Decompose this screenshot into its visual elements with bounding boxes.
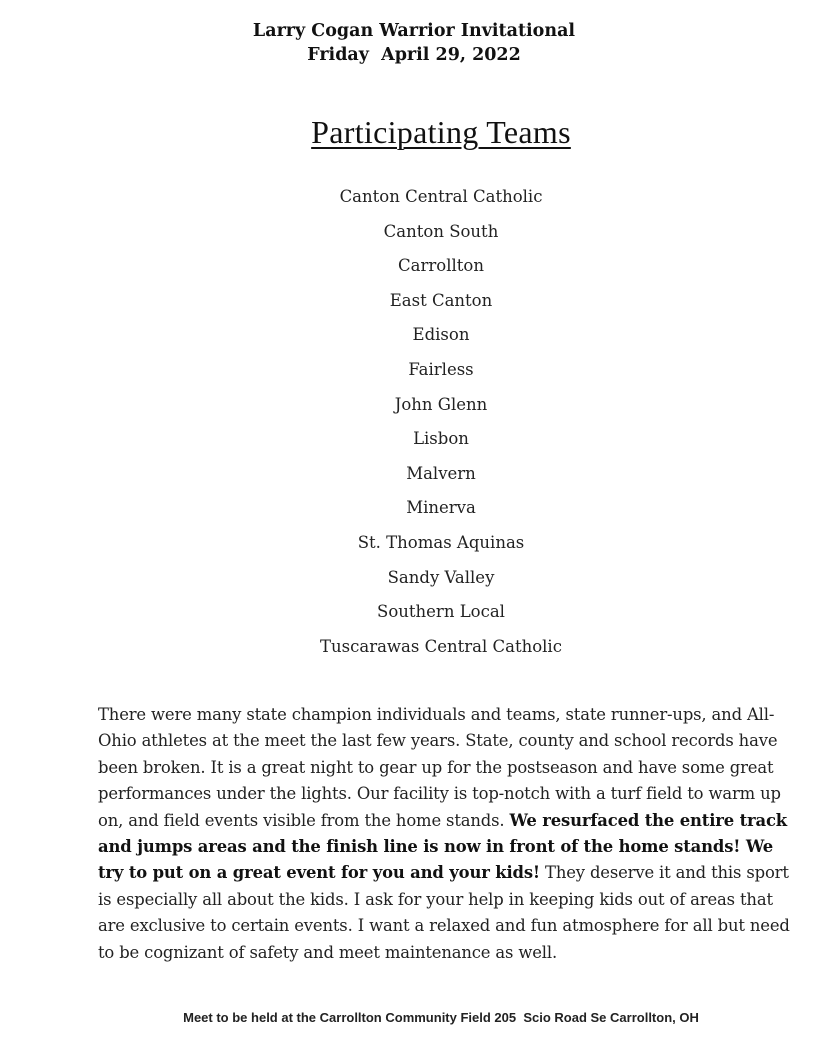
team-list-item: Minerva [406,498,476,518]
description-emphasis: We resurfaced the entire track and jumps areas and the finish line is now in front of the home stands! We try to put on a great event for you and your kids! [98,810,788,883]
team-list [0,185,828,669]
team-list-item: Lisbon [413,429,469,449]
section-title: Participating Teams [311,114,571,150]
team-list-item: Carrollton [398,256,484,276]
team-list-item: Canton Central Catholic [339,187,543,206]
team-list-item: Malvern [406,463,476,483]
event-header [0,19,828,67]
team-list-item: Tuscarawas Central Catholic [320,636,562,656]
description-closing: They deserve it and this sport is especially all about the kids. I ask for your help in keeping kids out of areas that are exclusive to certain events. I want a relaxed and fun atmosphere for all but need to be cognizant of safety and meet maintenance as well. [98,863,790,962]
event-title: Larry Cogan Warrior Invitational [252,21,576,41]
team-list-item: Edison [412,325,470,345]
team-list-item: East Canton [389,290,493,310]
team-list-item: Fairless [408,359,474,379]
description-paragraph [98,702,790,966]
event-date: Friday April 29, 2022 [307,45,521,65]
team-list-item: John Glenn [394,394,488,414]
description-intro: There were many state champion individuals and teams, state runner-ups, and All-Ohio athletes at the meet the last few years. State, county and school records have been broken. It is a great night to gear up for the postseason and have some great performances under the lights. Our facility is top-notch with a turf field to warm up on, and field events visible from the home stands. [98,705,781,830]
location-footer: Meet to be held at the Carrollton Community Field 205 Scio Road Se Carrollton, OH [183,1010,699,1025]
team-list-item: St. Thomas Aquinas [357,532,525,552]
team-list-item: Sandy Valley [387,567,495,587]
section-title-container [0,112,828,152]
team-list-item: Southern Local [377,602,505,622]
team-list-item: Canton South [383,221,499,241]
